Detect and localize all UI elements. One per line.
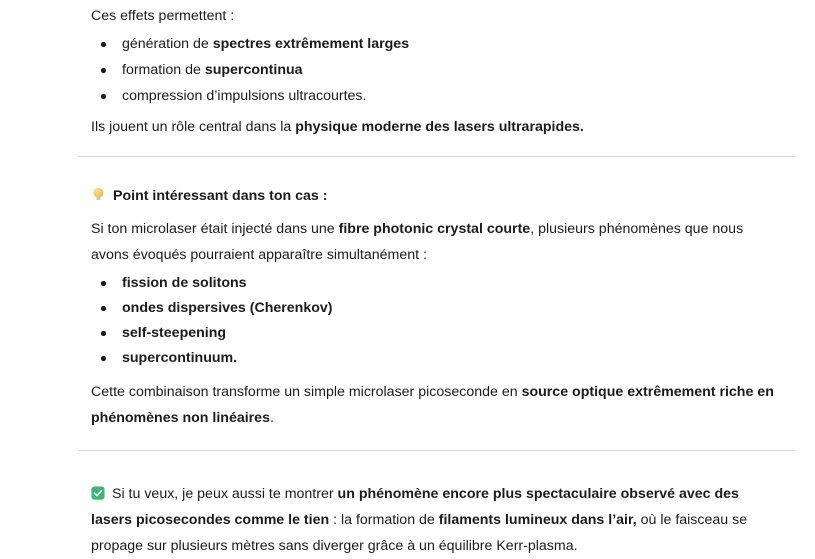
text-run: où le faisceau se propage sur plusieurs mètres sans diverger grâce à un équilibre Kerr-plasma. bbox=[91, 512, 748, 554]
bullet-icon bbox=[101, 331, 106, 336]
bullet-icon bbox=[101, 68, 106, 73]
text-runs bbox=[122, 325, 226, 341]
list-item bbox=[122, 31, 780, 57]
text-runs bbox=[91, 486, 747, 554]
text-runs bbox=[91, 384, 774, 426]
text-run: supercontinua bbox=[204, 62, 303, 78]
case-conclusion-paragraph bbox=[78, 379, 796, 431]
bullet-icon bbox=[101, 94, 106, 99]
text-run: un phénomène encore plus spectaculaire observé avec des lasers picosecondes comme le tien bbox=[91, 486, 739, 528]
intro-outro-paragraph bbox=[78, 114, 796, 140]
bullet-icon bbox=[101, 42, 106, 47]
case-body-paragraph bbox=[78, 216, 796, 268]
list-item bbox=[122, 321, 780, 346]
text-run: Point intéressant dans ton cas : bbox=[113, 188, 328, 204]
text-run: filaments lumineux dans l’air, bbox=[438, 512, 637, 528]
offer-paragraph bbox=[78, 481, 796, 559]
text-run: Ces effets permettent : bbox=[91, 8, 235, 24]
text-run: ondes dispersives (Cherenkov) bbox=[122, 300, 333, 316]
text-run: , plusieurs phénomènes que nous avons évoqués pourraient apparaître simultanément : bbox=[91, 221, 744, 263]
text-run: fission de solitons bbox=[122, 275, 247, 291]
text-runs bbox=[122, 62, 303, 78]
text-run: : la formation de bbox=[329, 512, 439, 528]
effects-list bbox=[78, 31, 796, 109]
text-run: . bbox=[269, 410, 274, 426]
list-item bbox=[122, 346, 780, 371]
text-runs bbox=[122, 36, 409, 52]
text-runs bbox=[122, 275, 247, 291]
section-divider bbox=[78, 156, 796, 157]
text-run: fibre photonic crystal courte bbox=[338, 221, 531, 237]
text-run: supercontinuum. bbox=[122, 350, 238, 366]
text-runs bbox=[91, 8, 234, 24]
bullet-icon bbox=[101, 281, 106, 286]
text-run: Cette combinaison transforme un simple microlaser picoseconde en bbox=[91, 384, 522, 400]
text-run: Si ton microlaser était injecté dans une bbox=[91, 221, 339, 237]
text-runs bbox=[122, 88, 366, 104]
text-runs bbox=[91, 221, 743, 263]
list-item bbox=[122, 57, 780, 83]
text-runs bbox=[122, 350, 237, 366]
text-run: physique moderne des lasers ultrarapides. bbox=[295, 119, 584, 135]
check-icon bbox=[91, 486, 105, 500]
intro-lead-paragraph bbox=[78, 3, 796, 29]
text-runs bbox=[122, 300, 333, 316]
text-run: spectres extrêmement larges bbox=[212, 36, 410, 52]
bullet-icon bbox=[101, 356, 106, 361]
bullet-icon bbox=[101, 306, 106, 311]
lightbulb-icon bbox=[91, 187, 106, 202]
case-heading bbox=[78, 183, 796, 209]
phenomena-list bbox=[78, 271, 796, 371]
section-divider bbox=[78, 450, 796, 451]
text-run: formation de bbox=[122, 62, 205, 78]
chat-message-content bbox=[78, 0, 796, 559]
text-run: compression d’impulsions ultracourtes. bbox=[122, 88, 367, 104]
list-item bbox=[122, 296, 780, 321]
text-runs bbox=[91, 119, 584, 135]
list-item bbox=[122, 271, 780, 296]
list-item bbox=[122, 83, 780, 109]
text-run: self-steepening bbox=[122, 325, 227, 341]
text-run: Si tu veux, je peux aussi te montrer bbox=[112, 486, 338, 502]
text-run: Ils jouent un rôle central dans la bbox=[91, 119, 296, 135]
text-run: génération de bbox=[122, 36, 213, 52]
text-run: source optique extrêmement riche en phénomènes non linéaires bbox=[91, 384, 774, 426]
text-runs bbox=[113, 188, 327, 204]
